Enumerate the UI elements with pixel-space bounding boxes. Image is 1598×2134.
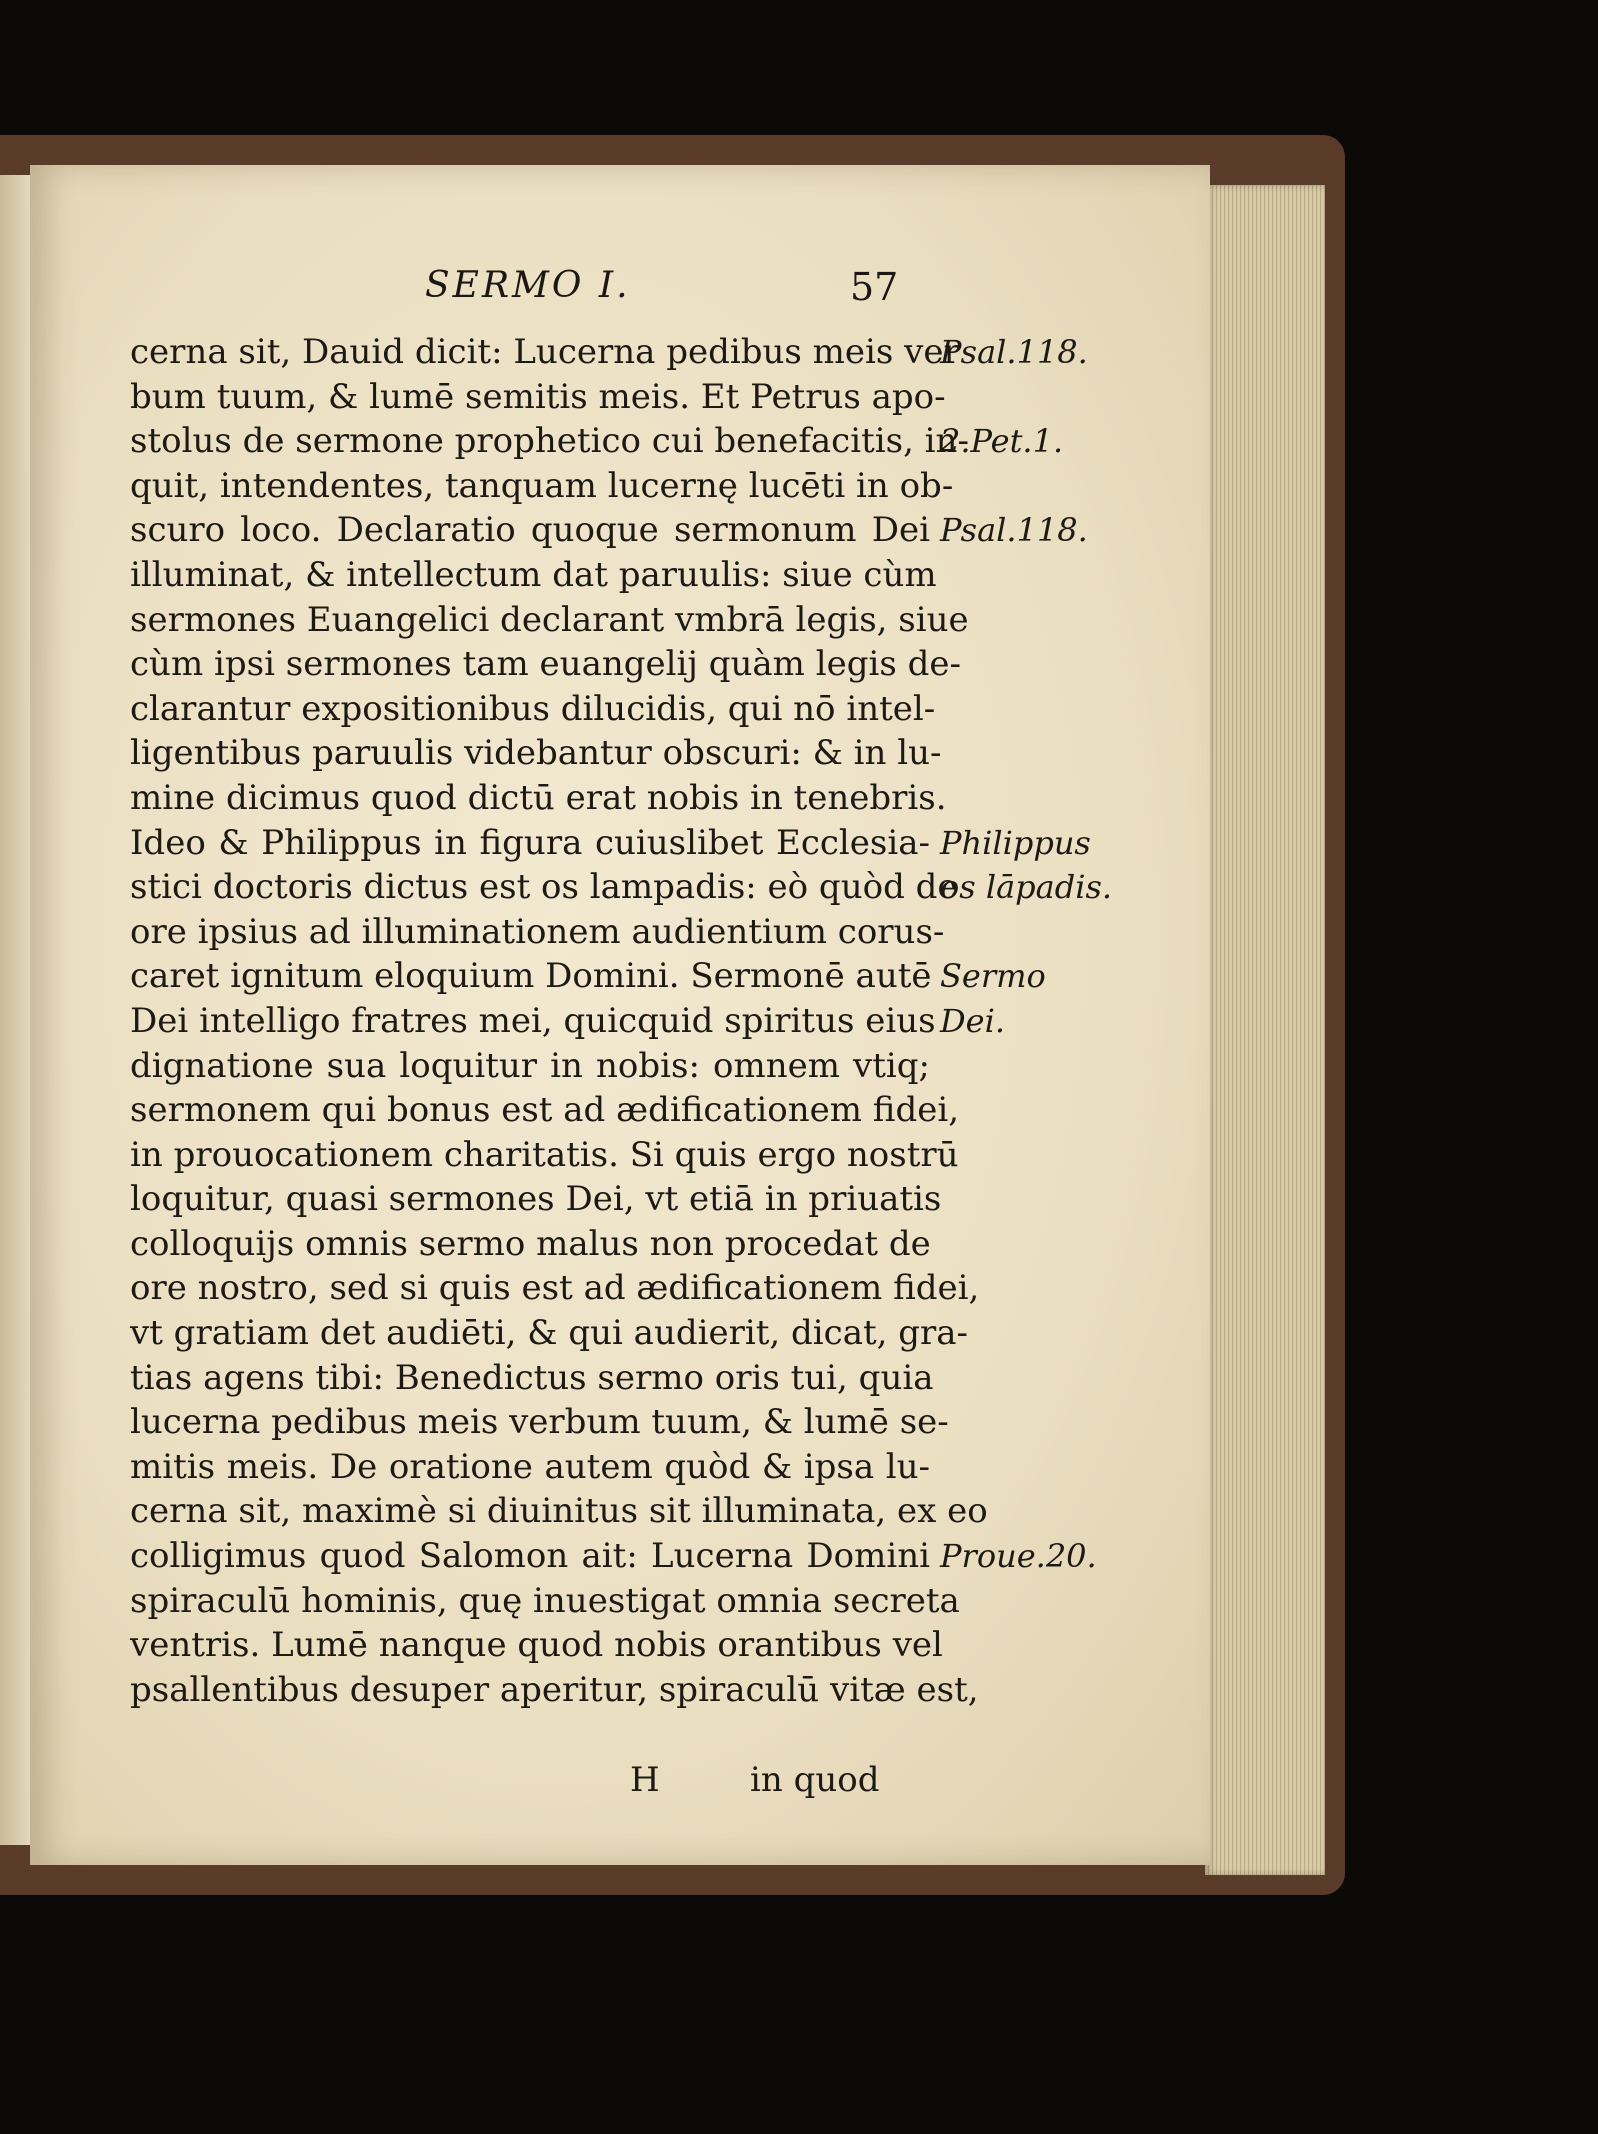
text-line: illuminat, & intellectum dat paruulis: siue cùm: [130, 554, 937, 595]
page-fore-edge: [1205, 185, 1325, 1875]
text-line: Ideo & Philippus in figura cuiuslibet Ecclesia-: [130, 822, 930, 863]
text-line: scuro loco. Declaratio quoque sermonum Dei: [130, 510, 930, 551]
text-line: quit, intendentes, tanquam lucernę lucēti in ob-: [130, 465, 954, 506]
text-line: caret ignitum eloquium Domini. Sermonē autē: [130, 956, 932, 997]
text-line: ore ipsius ad illuminationem audientium corus-: [130, 911, 945, 952]
catchword: in quod: [750, 1760, 880, 1800]
running-head: SERMO I.: [425, 265, 631, 306]
text-line: mitis meis. De oratione autem quòd & ipsa lu-: [130, 1446, 930, 1487]
text-line: tias agens tibi: Benedictus sermo oris tui, quia: [130, 1357, 934, 1398]
text-line: sermonem qui bonus est ad ædificationem fidei,: [130, 1090, 960, 1131]
text-line: colligimus quod Salomon ait: Lucerna Domini: [130, 1536, 930, 1577]
page-number: 57: [850, 265, 899, 309]
text-line: Dei intelligo fratres mei, quicquid spiritus eius: [130, 1000, 936, 1041]
margin-note: os lāpadis.: [940, 868, 1113, 907]
text-line: loquitur, quasi sermones Dei, vt etiā in priuatis: [130, 1179, 942, 1220]
main-text-block: [130, 330, 988, 1712]
previous-page-edge: [0, 175, 30, 1845]
text-line: vt gratiam det audiēti, & qui audierit, dicat, gra-: [130, 1313, 969, 1354]
text-line: spiraculū hominis, quę inuestigat omnia secreta: [130, 1580, 960, 1621]
text-line: bum tuum, & lumē semitis meis. Et Petrus apo-: [130, 376, 946, 417]
margin-note: Proue.20.: [940, 1537, 1097, 1576]
text-line: lucerna pedibus meis verbum tuum, & lumē se-: [130, 1402, 949, 1443]
text-line: sermones Euangelici declarant vmbrā legis, siue: [130, 599, 969, 640]
text-line: mine dicimus quod dictū erat nobis in tenebris.: [130, 777, 947, 818]
margin-note: Dei.: [940, 1002, 1005, 1040]
margin-note: Philippus: [940, 823, 1091, 862]
margin-note: Sermo: [940, 957, 1046, 996]
margin-note: Psal.118.: [940, 511, 1088, 550]
text-line: stici doctoris dictus est os lampadis: eò quòd de: [130, 867, 958, 908]
text-line: cerna sit, maximè si diuinitus sit illuminata, ex eo: [130, 1491, 988, 1532]
text-line: stolus de sermone prophetico cui benefacitis, in-: [130, 421, 969, 462]
text-line: ventris. Lumē nanque quod nobis orantibus vel: [130, 1625, 943, 1666]
text-line: dignatione sua loquitur in nobis: omnem vtiq;: [130, 1045, 930, 1086]
text-line: clarantur expositionibus dilucidis, qui nō intel-: [130, 688, 936, 729]
page-header: [220, 265, 900, 313]
margin-note: Psal.118.: [940, 333, 1088, 371]
text-line: psallentibus desuper aperitur, spiraculū vitæ est,: [130, 1669, 979, 1710]
text-line: cùm ipsi sermones tam euangelij quàm legis de-: [130, 644, 961, 685]
text-line: in prouocationem charitatis. Si quis ergo nostrū: [130, 1134, 959, 1175]
signature-mark: H: [630, 1760, 660, 1800]
text-line: colloquijs omnis sermo malus non procedat de: [130, 1223, 931, 1264]
margin-note: 2.Pet.1.: [940, 422, 1064, 461]
text-line: ligentibus paruulis videbantur obscuri: & in lu-: [130, 733, 942, 774]
text-line: cerna sit, Dauid dicit: Lucerna pedibus meis ver: [130, 332, 960, 372]
text-line: ore nostro, sed si quis est ad ædificationem fidei,: [130, 1268, 980, 1309]
